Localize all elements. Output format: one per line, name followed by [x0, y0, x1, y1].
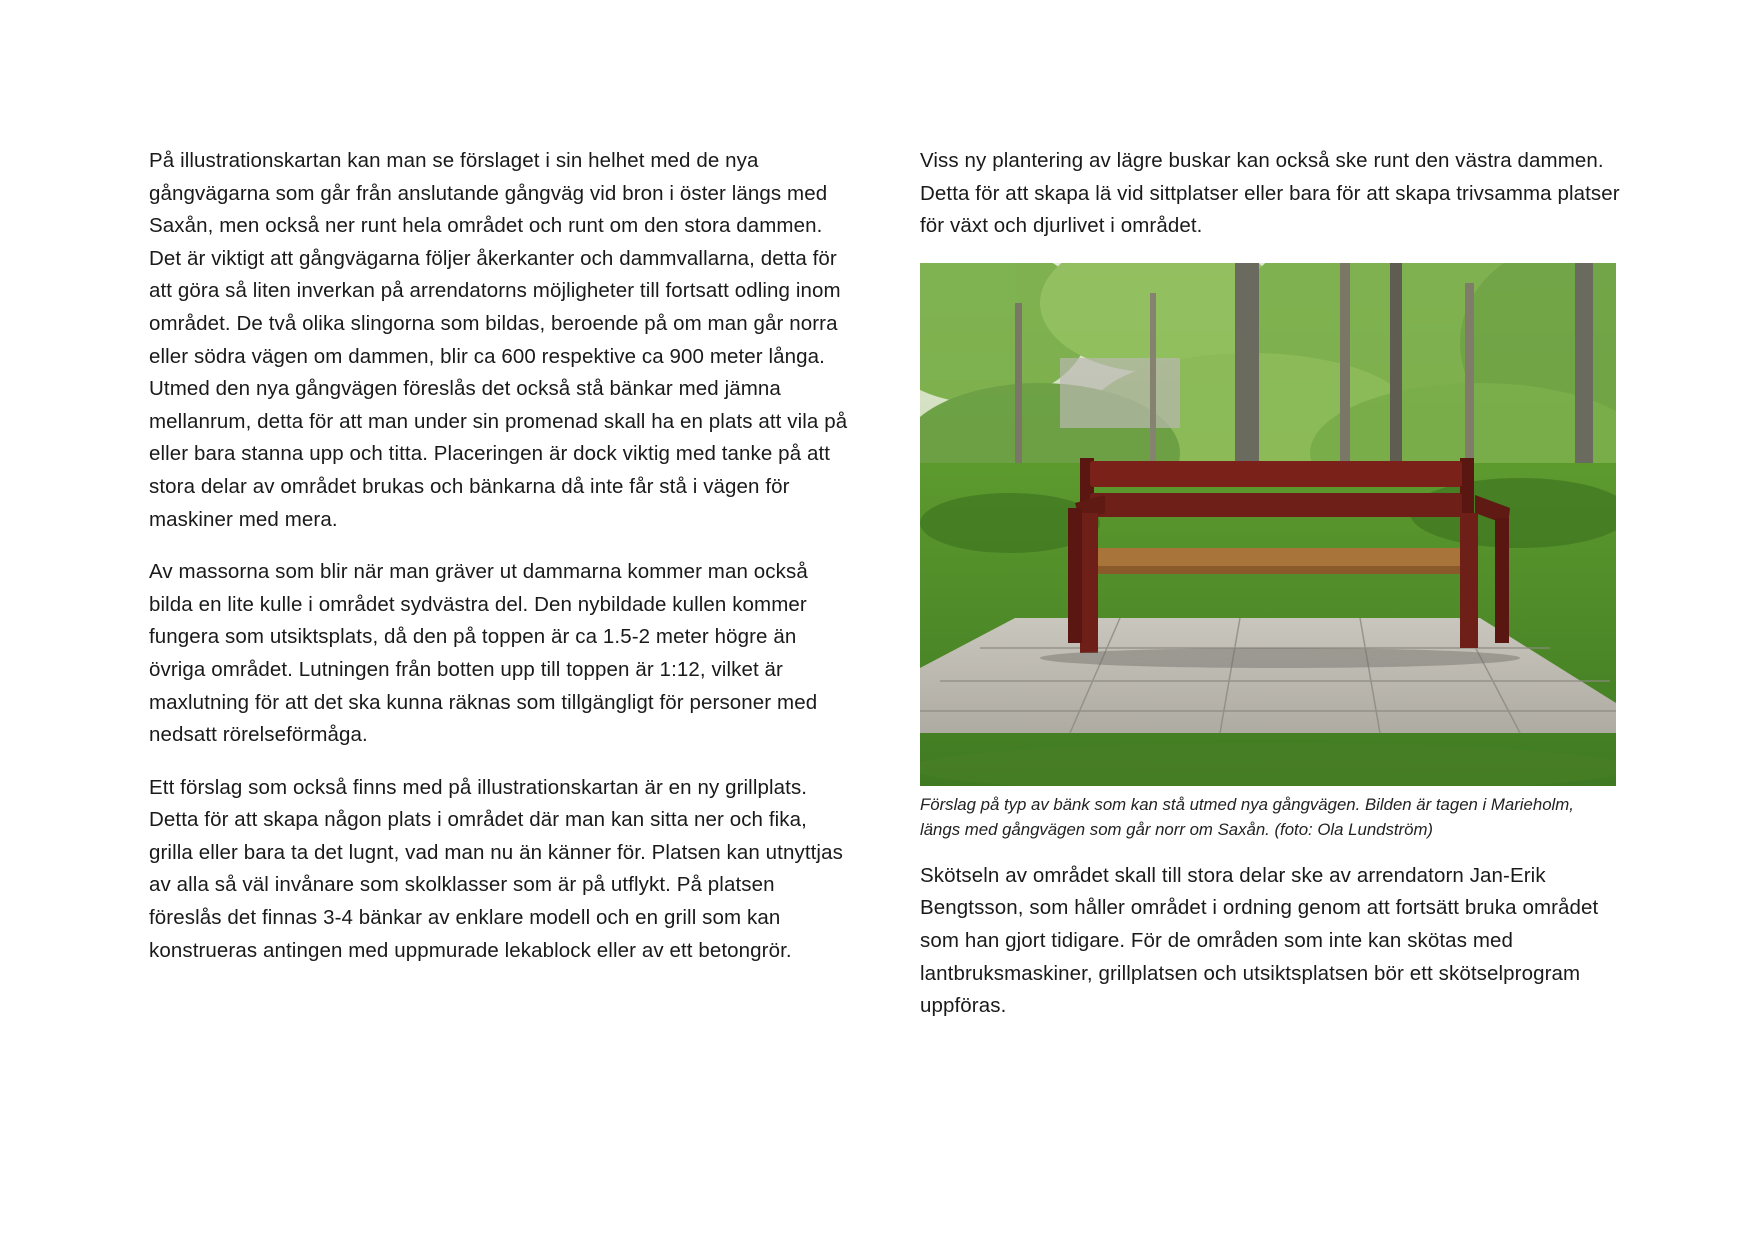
paragraph-grill: Ett förslag som också finns med på illustrationskartan är en ny grillplats. Detta för att skapa någon plats i området där man kan sitta ner och fika, grilla eller bara ta det lugnt, vad man nu än känner för. Platsen kan utnyttjas av alla så väl invånare som skolklasser som är på utflykt. På platsen föreslås det finnas 3-4 bänkar av enklare modell och en grill som kan konstrueras antingen med uppmurade lekablock eller av ett betongrör.: [149, 775, 843, 962]
figure-caption: Förslag på typ av bänk som kan stå utmed nya gångvägen. Bilden är tagen i Marieholm, längs med gångvägen som går norr om Saxån. (foto: Ola Lundström): [920, 794, 1574, 839]
paragraph-hill: Av massorna som blir när man gräver ut dammarna kommer man också bilda en lite kulle i området sydvästra del. Den nybildade kullen kommer fungera som utsiktsplats, då den på toppen är ca 1.5-2 meter högre än övriga området. Lutningen från botten upp till toppen är 1:12, vilket är maxlutning för att det ska kunna räknas som tillgängligt för personer med nedsatt rörelseförmåga.: [149, 560, 818, 747]
left-column: [149, 145, 849, 987]
bench-photo: [920, 263, 1616, 786]
paragraph-planting: Viss ny plantering av lägre buskar kan också ske runt den västra dammen. Detta för att skapa lä vid sittplatser eller bara för att skapa trivsamma platser för växt och djurlivet i området.: [920, 149, 1620, 238]
paragraph-maintenance: Skötseln av området skall till stora delar ske av arrendatorn Jan-Erik Bengtsson, som håller området i ordning genom att fortsätt bruka området som han gjort tidigare. För de områden som inte kan skötas med lantbruksmaskiner, grillplatsen och utsiktsplatsen bör ett skötselprogram uppföras.: [920, 863, 1599, 1018]
bench-figure: [920, 263, 1616, 842]
right-column: [920, 145, 1620, 1043]
paragraph-paths: På illustrationskartan kan man se förslaget i sin helhet med de nya gångvägarna som går från anslutande gångväg vid bron i öster längs med Saxån, men också ner runt hela området och runt om den stora dammen. Det är viktigt att gångvägarna följer åkerkanter och dammvallarna, detta för att göra så liten inverkan på arrendatorns möjligheter till fortsatt odling inom området. De två olika slingorna som bildas, beroende på om man går norra eller södra vägen om dammen, blir ca 600 respektive ca 900 meter långa. Utmed den nya gångvägen föreslås det också stå bänkar med jämna mellanrum, detta för att man under sin promenad skall ha en plats att vila på eller bara stanna upp och titta. Placeringen är dock viktig med tanke på att stora delar av området brukas och bänkarna då inte får stå i vägen för maskiner med mera.: [149, 149, 848, 531]
